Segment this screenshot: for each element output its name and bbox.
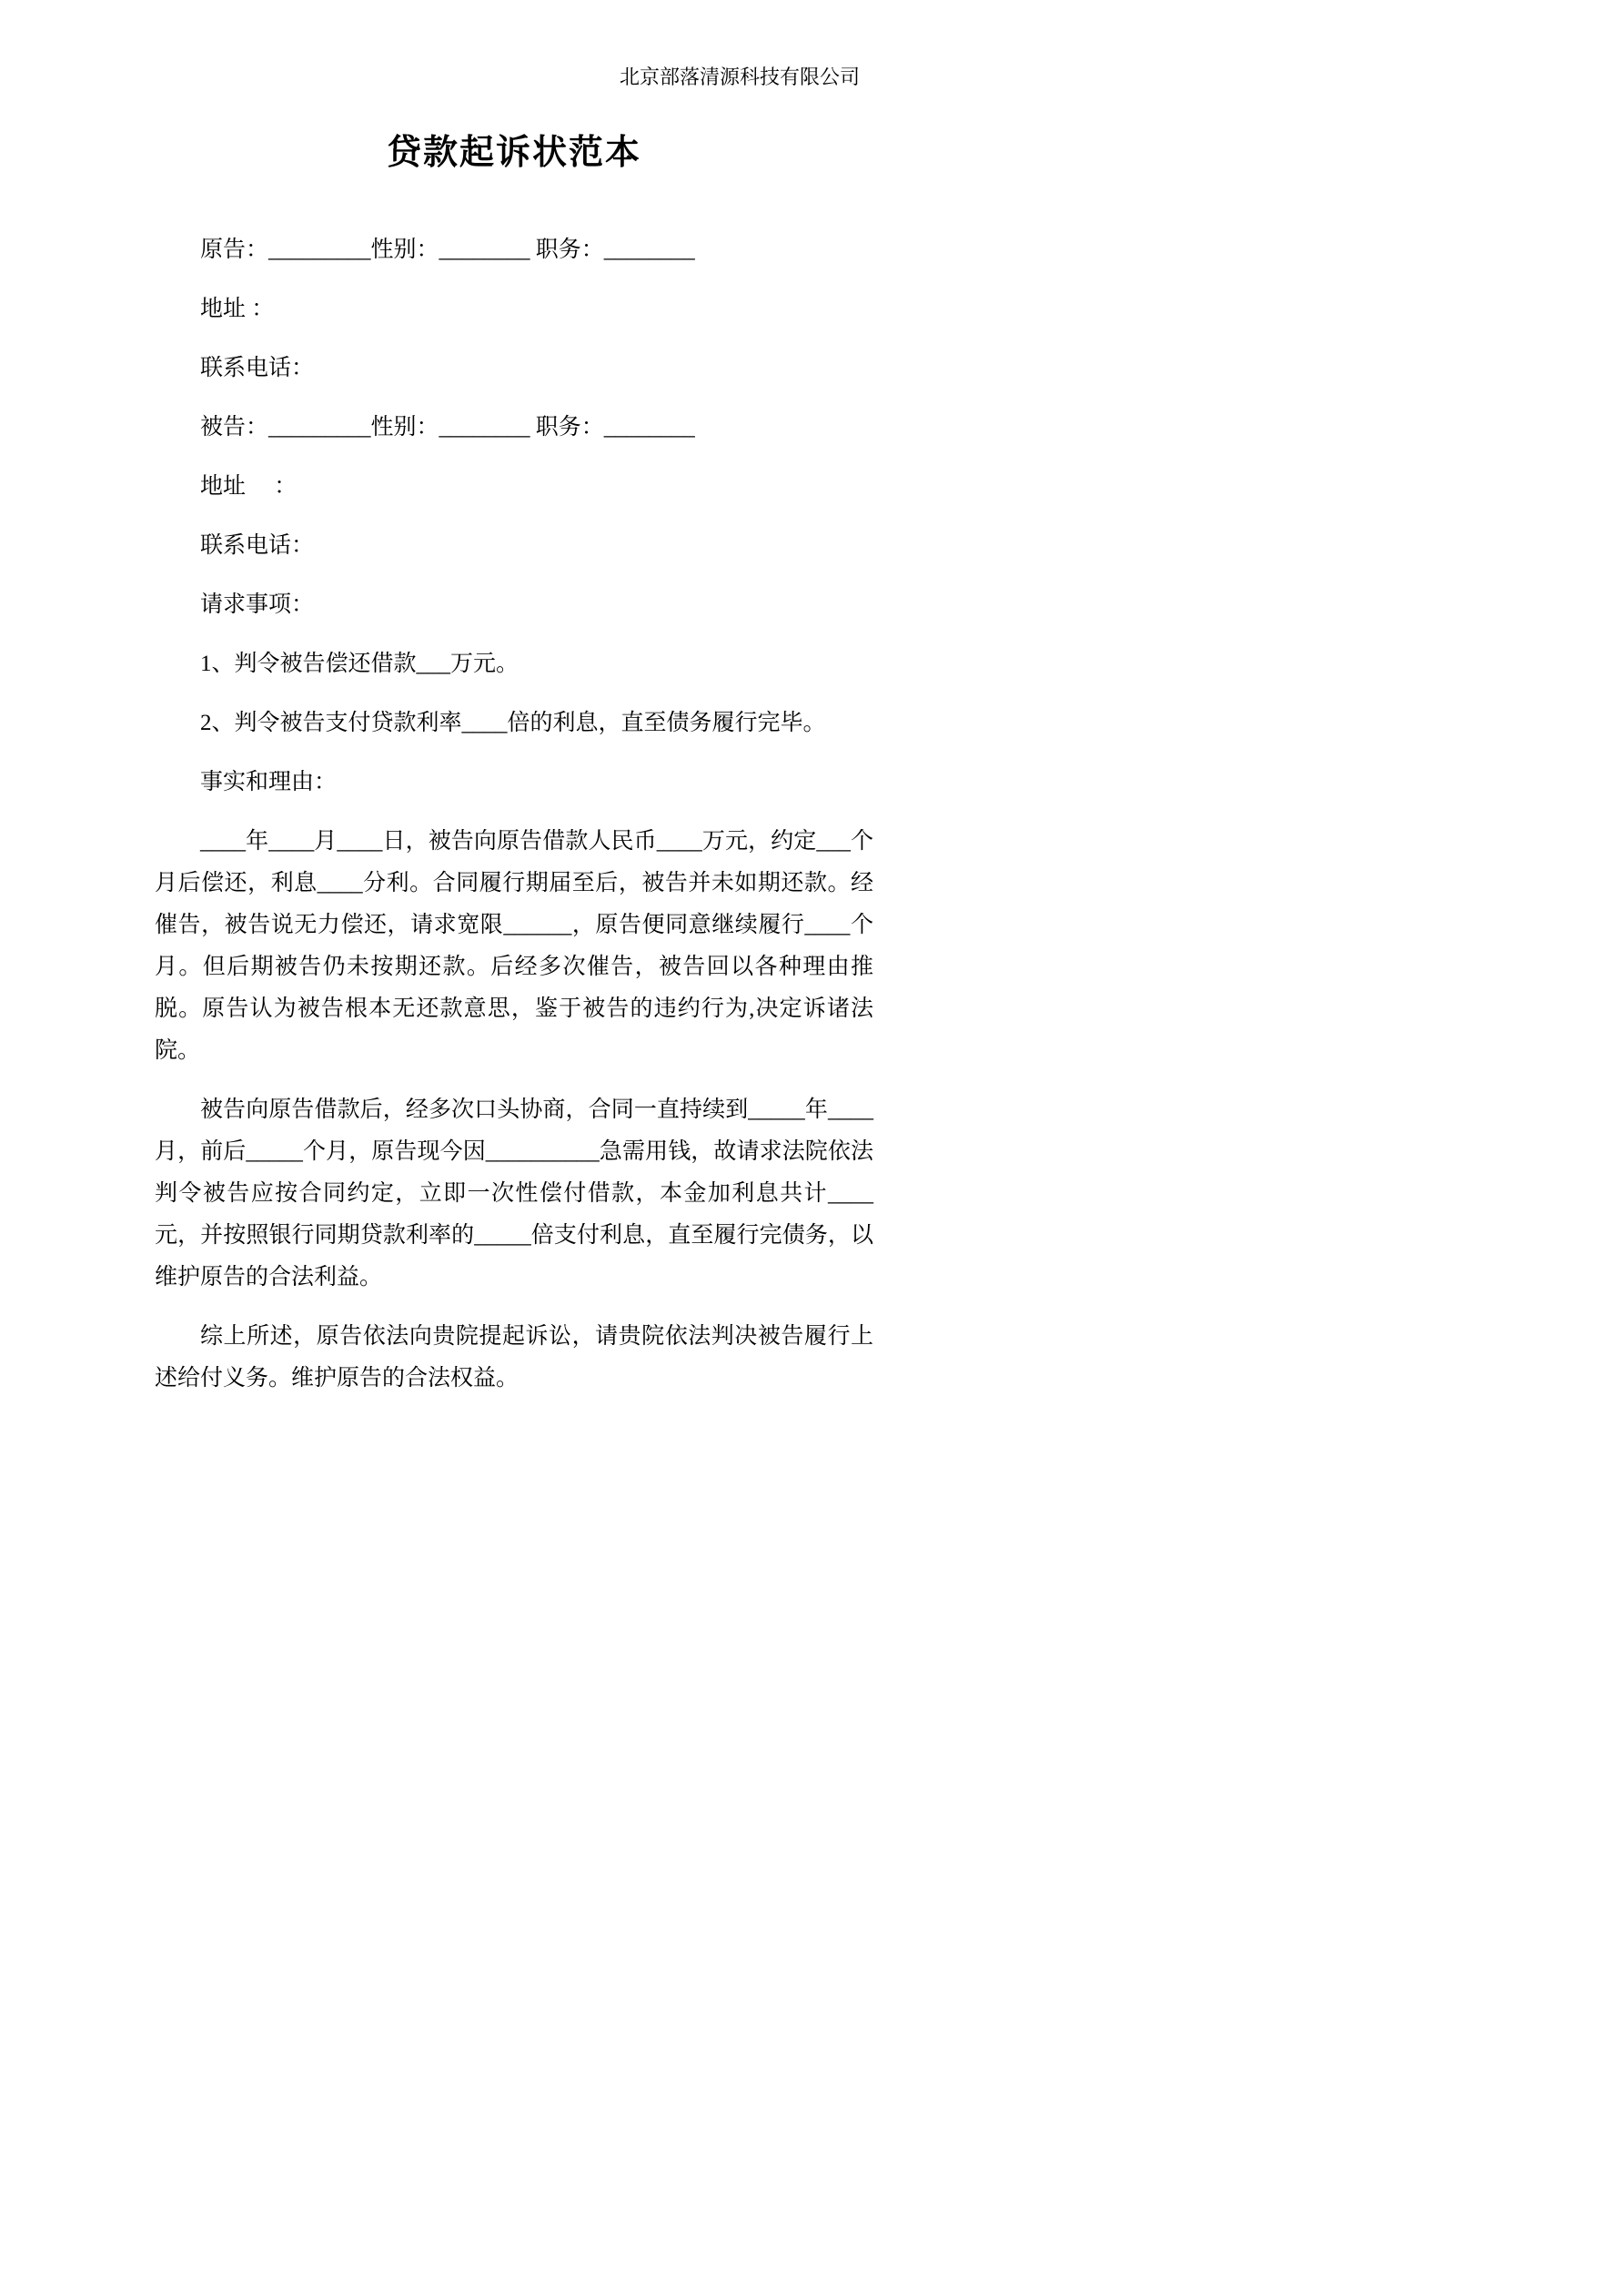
defendant-line: 被告：_________性别：________ 职务：________ <box>200 415 695 440</box>
facts-paragraph-2: 被告向原告借款后，经多次口头协商，合同一直持续到_____年____月，前后_____个月，原告现今因__________急需用钱，故请求法院依法判令被告应按合同约定，立即一次性偿付借款，本金加利息共计____元，并按照银行同期贷款利率的_____倍支付利息，直至履行完债务，以维护原告的合法利益。 <box>155 1097 873 1290</box>
company-header: 北京部落清源科技有限公司 <box>619 66 860 88</box>
facts-heading: 事实和理由： <box>200 770 338 794</box>
claims-heading: 请求事项： <box>200 592 315 617</box>
document-title: 贷款起诉状范本 <box>386 134 641 172</box>
claim-item-1: 1、判令被告偿还借款___万元。 <box>200 652 519 676</box>
document-body <box>155 129 873 1400</box>
defendant-phone-line: 联系电话： <box>200 533 315 558</box>
plaintiff-address-line: 地址 ： <box>200 297 275 321</box>
defendant-address-line: 地址 ： <box>200 474 298 499</box>
facts-paragraph-1: ____年____月____日，被告向原告借款人民币____万元，约定___个月后偿还，利息____分利。合同履行期届至后，被告并未如期还款。经催告，被告说无力偿还，请求宽限______，原告便同意继续履行____个月。但后期被告仍未按期还款。后经多次催告，被告回以各种理由推脱。原告认为被告根本无还款意思，鉴于被告的违约行为,决定诉诸法院。 <box>155 829 873 1063</box>
plaintiff-phone-line: 联系电话： <box>200 356 315 380</box>
closing-paragraph: 综上所述，原告依法向贵院提起诉讼，请贵院依法判决被告履行上述给付义务。维护原告的合法权益。 <box>155 1324 873 1391</box>
claim-item-2: 2、判令被告支付贷款利率____倍的利息，直至债务履行完毕。 <box>200 711 826 735</box>
plaintiff-line: 原告：_________性别：________ 职务：________ <box>200 238 695 262</box>
